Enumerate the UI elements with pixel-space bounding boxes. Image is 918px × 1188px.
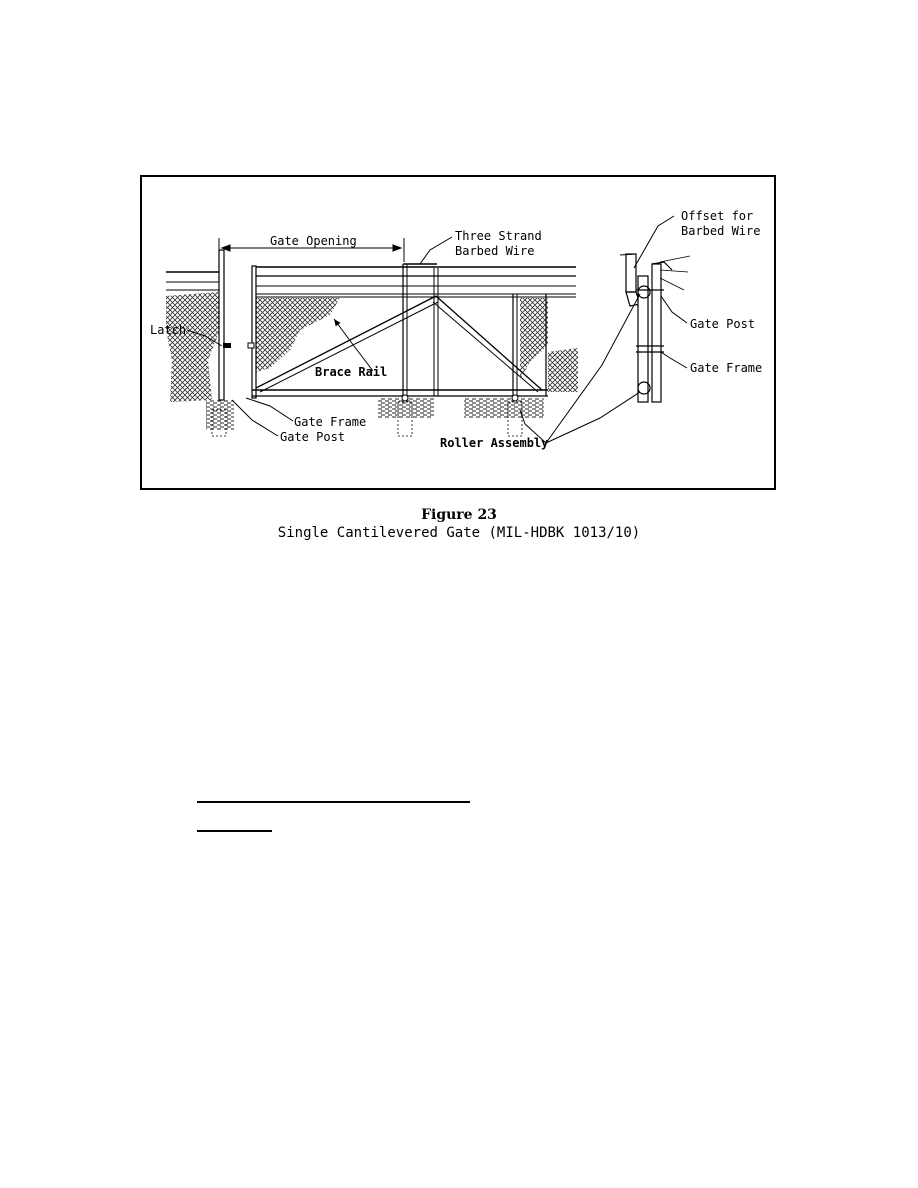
rule-long (197, 801, 470, 803)
gate-frame-left-label: Gate Frame (294, 415, 367, 429)
brace-rail-label: Brace Rail (315, 365, 388, 379)
barbed-wire-label: Barbed Wire (455, 244, 535, 258)
offset-barbed-wire-label: Barbed Wire (681, 224, 761, 238)
three-strand-label: Three Strand (455, 229, 542, 243)
offset-label: Offset for (681, 209, 754, 223)
latch-label: Latch (150, 323, 187, 337)
rule-short (197, 830, 272, 832)
figure-border (140, 175, 776, 490)
figure-caption: Single Cantilevered Gate (MIL-HDBK 1013/10) (277, 525, 641, 541)
gate-post-left-label: Gate Post (280, 430, 346, 444)
gate-frame-right-label: Gate Frame (690, 361, 763, 375)
roller-assembly-label: Roller Assembly (440, 436, 549, 450)
gate-post-right-label: Gate Post (690, 317, 756, 331)
figure-number: Figure 23 (421, 507, 497, 523)
gate-opening-label: Gate Opening (270, 234, 357, 248)
